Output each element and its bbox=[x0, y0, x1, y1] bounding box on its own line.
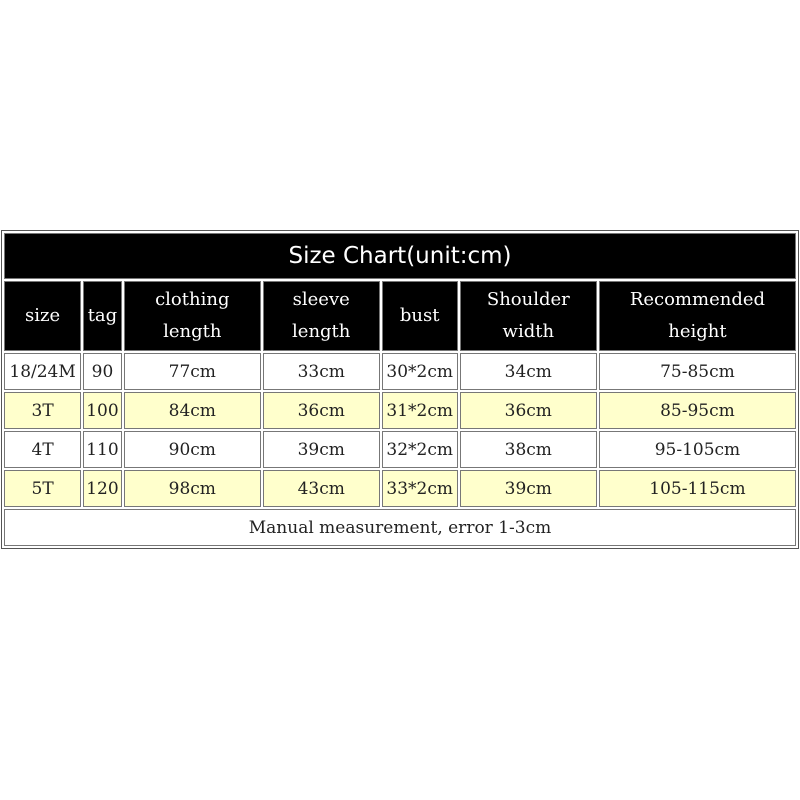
note-row bbox=[4, 509, 796, 546]
cell-shoulder-width: 38cm bbox=[460, 431, 597, 468]
cell-tag: 100 bbox=[83, 392, 122, 429]
cell-recommended-height: 75-85cm bbox=[599, 353, 796, 390]
header-bust: bust bbox=[382, 281, 458, 351]
table-row bbox=[4, 431, 796, 468]
title-row bbox=[4, 233, 796, 279]
cell-size: 3T bbox=[4, 392, 81, 429]
header-sleeve-length: sleeve length bbox=[263, 281, 380, 351]
cell-bust: 30*2cm bbox=[382, 353, 458, 390]
cell-shoulder-width: 34cm bbox=[460, 353, 597, 390]
cell-clothing-length: 77cm bbox=[124, 353, 261, 390]
size-chart-container bbox=[1, 230, 799, 549]
header-row bbox=[4, 281, 796, 351]
cell-tag: 110 bbox=[83, 431, 122, 468]
cell-shoulder-width: 36cm bbox=[460, 392, 597, 429]
table-row bbox=[4, 470, 796, 507]
header-size: size bbox=[4, 281, 81, 351]
cell-recommended-height: 105-115cm bbox=[599, 470, 796, 507]
cell-bust: 32*2cm bbox=[382, 431, 458, 468]
measurement-note: Manual measurement, error 1-3cm bbox=[4, 509, 796, 546]
size-chart-table bbox=[1, 230, 799, 549]
cell-bust: 31*2cm bbox=[382, 392, 458, 429]
cell-size: 4T bbox=[4, 431, 81, 468]
cell-recommended-height: 95-105cm bbox=[599, 431, 796, 468]
header-shoulder-width: Shoulder width bbox=[460, 281, 597, 351]
header-clothing-length: clothing length bbox=[124, 281, 261, 351]
cell-recommended-height: 85-95cm bbox=[599, 392, 796, 429]
cell-clothing-length: 98cm bbox=[124, 470, 261, 507]
cell-sleeve-length: 39cm bbox=[263, 431, 380, 468]
table-row bbox=[4, 353, 796, 390]
cell-clothing-length: 84cm bbox=[124, 392, 261, 429]
cell-sleeve-length: 33cm bbox=[263, 353, 380, 390]
cell-bust: 33*2cm bbox=[382, 470, 458, 507]
cell-tag: 120 bbox=[83, 470, 122, 507]
cell-sleeve-length: 43cm bbox=[263, 470, 380, 507]
header-tag: tag bbox=[83, 281, 122, 351]
header-recommended-height: Recommended height bbox=[599, 281, 796, 351]
cell-clothing-length: 90cm bbox=[124, 431, 261, 468]
cell-size: 5T bbox=[4, 470, 81, 507]
cell-sleeve-length: 36cm bbox=[263, 392, 380, 429]
table-row bbox=[4, 392, 796, 429]
cell-tag: 90 bbox=[83, 353, 122, 390]
chart-title: Size Chart(unit:cm) bbox=[4, 233, 796, 279]
cell-size: 18/24M bbox=[4, 353, 81, 390]
cell-shoulder-width: 39cm bbox=[460, 470, 597, 507]
